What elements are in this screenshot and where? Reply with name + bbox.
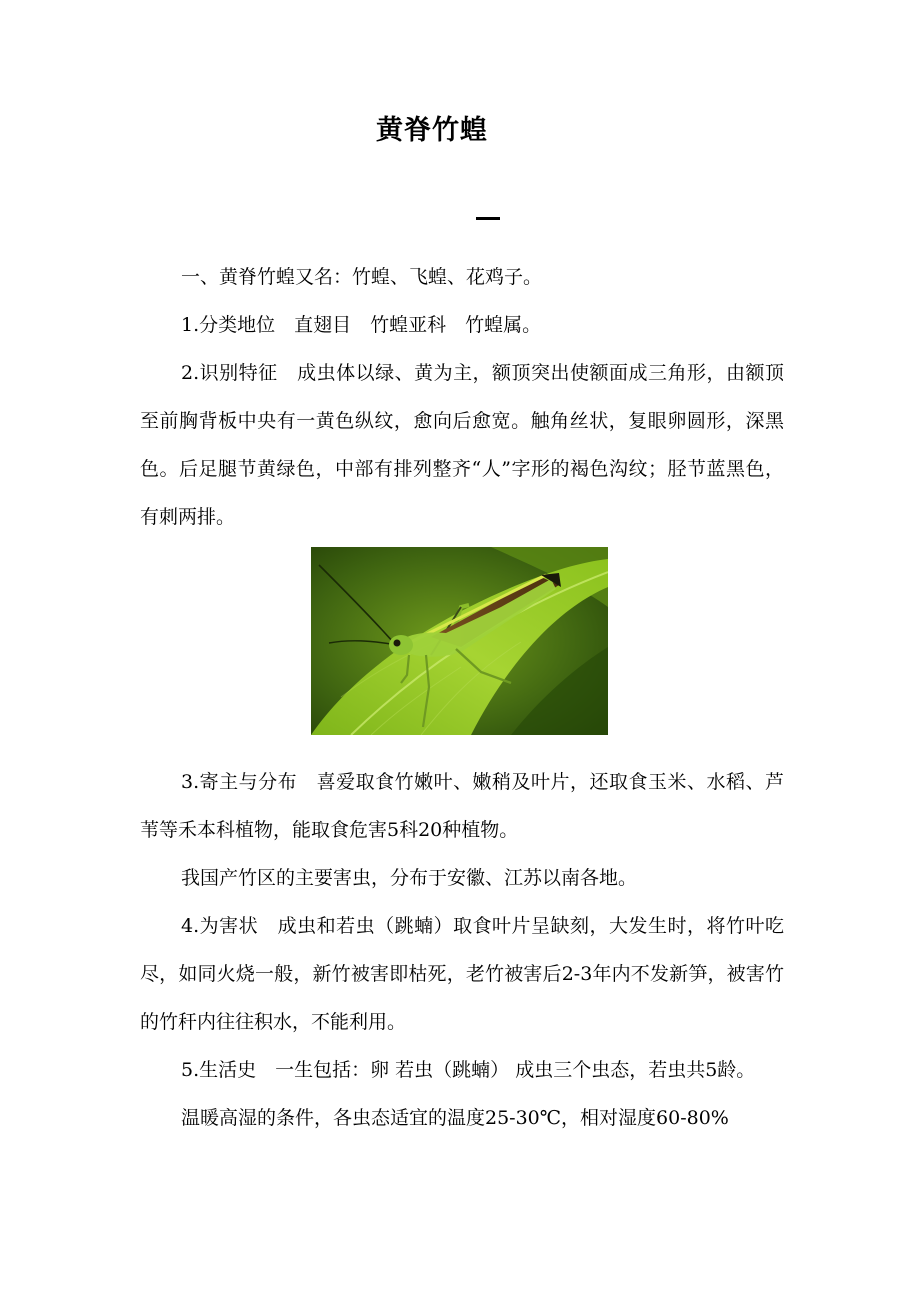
grasshopper-photo bbox=[311, 547, 608, 735]
section-mark bbox=[476, 217, 500, 220]
paragraph-identification: 2.识别特征 成虫体以绿、黄为主，额顶突出使额面成三角形，由额顶至前胸背板中央有一黄色纵纹，愈向后愈宽。触角丝状，复眼卵圆形，深黑色。后足腿节黄绿色，中部有排列整齐“人”字形的褐色沟纹；胫节蓝黑色，有刺两排。 bbox=[140, 362, 784, 528]
paragraph-damage: 4.为害状 成虫和若虫（跳蝻）取食叶片呈缺刻，大发生时，将竹叶吃尽，如同火烧一般，新竹被害即枯死，老竹被害后2-3年内不发新笋，被害竹的竹秆内往往积水，不能利用。 bbox=[140, 915, 784, 1033]
body-section-bottom bbox=[140, 758, 784, 1142]
body-section-top bbox=[140, 253, 784, 541]
compound-eye bbox=[394, 640, 401, 647]
paragraph-conditions: 温暖高湿的条件，各虫态适宜的温度25-30℃，相对湿度60-80% bbox=[181, 1107, 729, 1129]
paragraph-life-history: 5.生活史 一生包括：卵 若虫（跳蝻） 成虫三个虫态，若虫共5龄。 bbox=[181, 1059, 756, 1081]
head bbox=[389, 635, 413, 655]
paragraph-region: 我国产竹区的主要害虫，分布于安徽、江苏以南各地。 bbox=[181, 867, 638, 889]
paragraph-classification: 1.分类地位 直翅目 竹蝗亚科 竹蝗属。 bbox=[181, 314, 542, 336]
document-title: 黄脊竹蝗 bbox=[376, 115, 488, 146]
paragraph-host-distribution: 3.寄主与分布 喜爱取食竹嫩叶、嫩稍及叶片，还取食玉米、水稻、芦苇等禾本科植物，能取食危害5科20种植物。 bbox=[140, 771, 784, 841]
paragraph-alias: 一、黄脊竹蝗又名：竹蝗、飞蝗、花鸡子。 bbox=[181, 266, 543, 288]
